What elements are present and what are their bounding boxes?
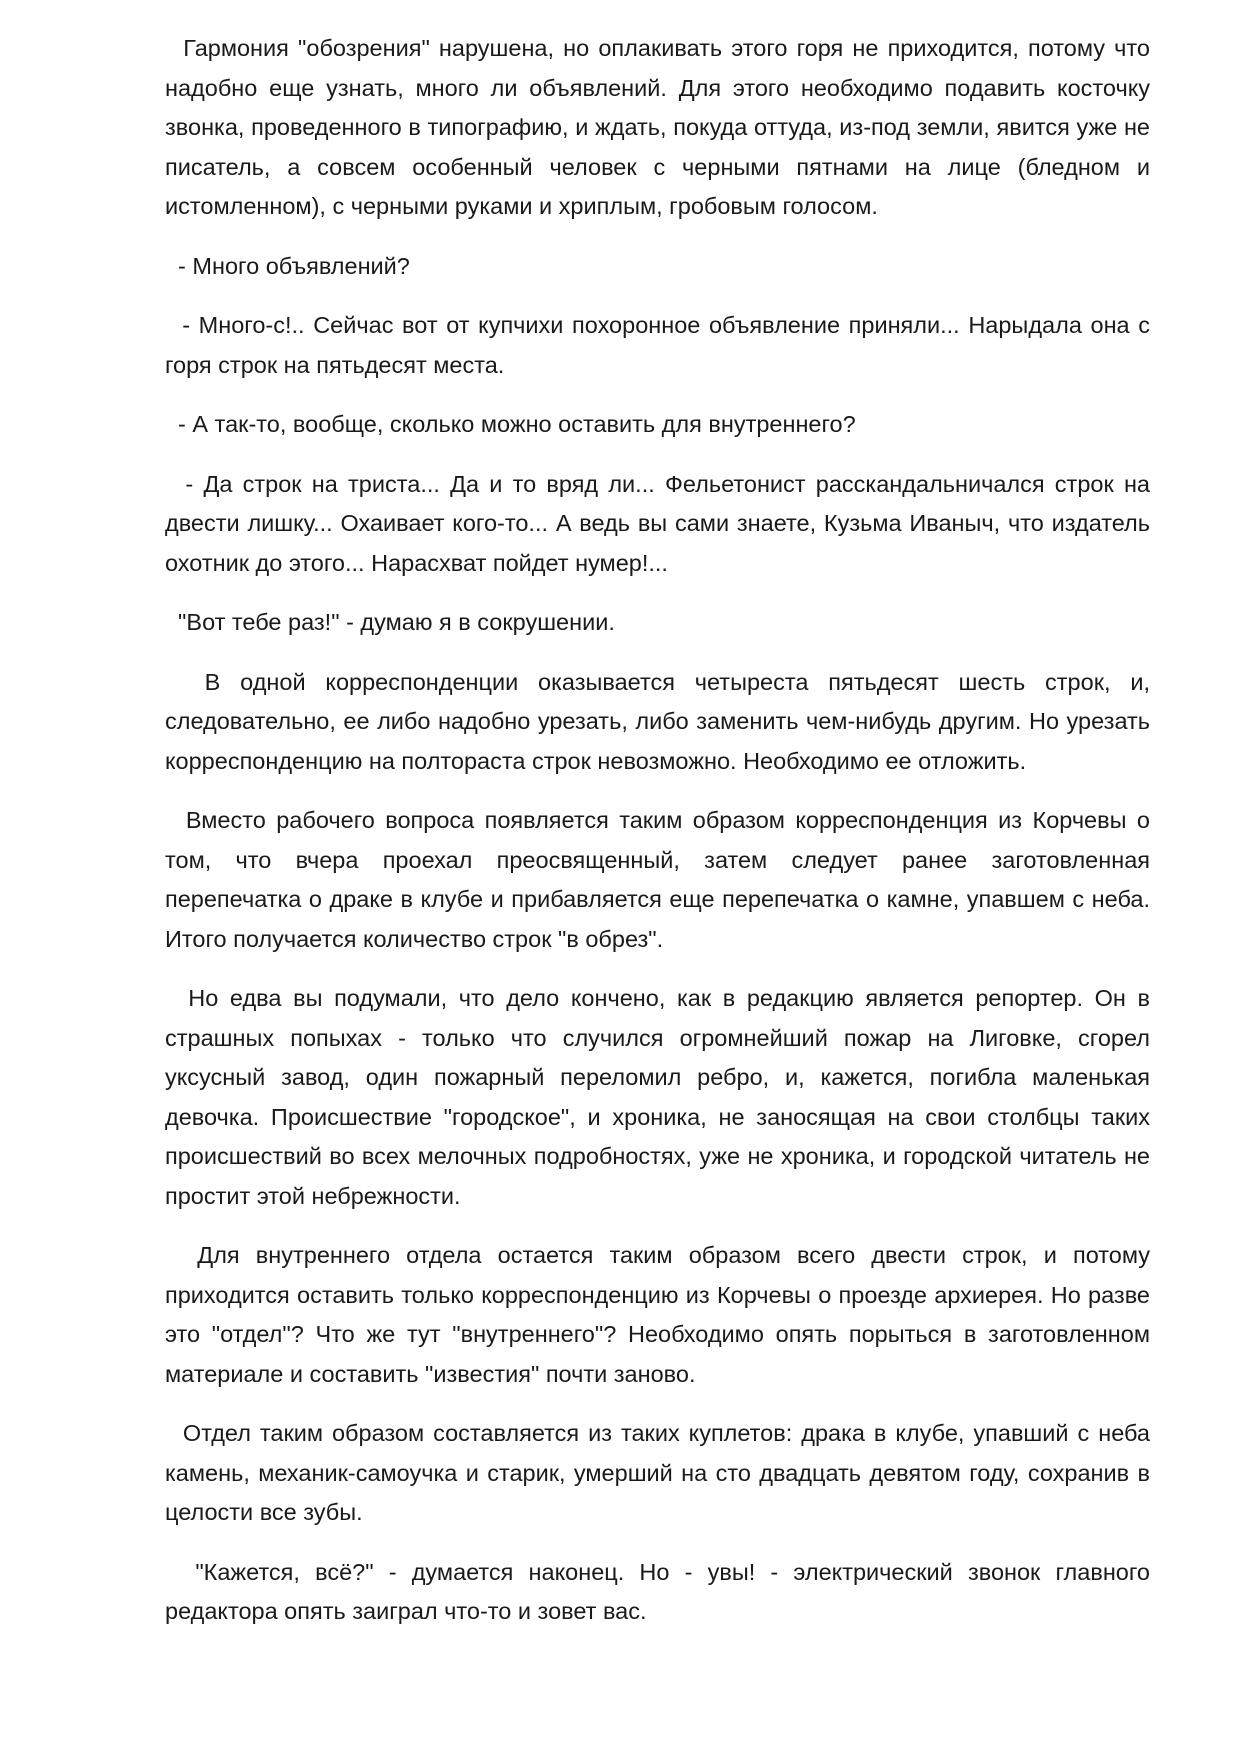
paragraph: "Вот тебе раз!" - думаю я в сокрушении. bbox=[165, 609, 615, 635]
paragraph: В одной корреспонденции оказывается четыреста пятьдесят шесть строк, и, следовательно, ее либо надобно урезать, либо заменить чем-нибудь другим. Но урезать корреспонденцию на полтораста строк невозможно. Необходимо ее отложить. bbox=[165, 668, 1150, 774]
paragraph: Вместо рабочего вопроса появляется таким образом корреспонденция из Корчевы о том, что вчера проехал преосвященный, затем следует ранее заготовленная перепечатка о драке в клубе и прибавляется еще перепечатка о камне, упавшем с неба. Итого получается количество строк "в обрез". bbox=[165, 807, 1150, 952]
paragraph: Отдел таким образом составляется из таких куплетов: драка в клубе, упавший с неба камень, механик-самоучка и старик, умерший на сто двадцать девятом году, сохранив в целости все зубы. bbox=[165, 1420, 1150, 1525]
paragraph: - Много объявлений? bbox=[165, 252, 410, 279]
paragraph: Для внутреннего отдела остается таким образом всего двести строк, и потому приходится оставить только корреспонденцию из Корчевы о проезде архиерея. Но разве это "отдел"? Что же тут "внутреннего"? Необходимо опять порыться в заготовленном материале и составить "известия" почти заново. bbox=[165, 1242, 1150, 1387]
paragraph: - Много-с!.. Сейчас вот от купчихи похоронное объявление приняли... Нарыдала она с горя строк на пятьдесят места. bbox=[165, 312, 1150, 378]
paragraph: Но едва вы подумали, что дело кончено, как в редакцию является репортер. Он в страшных попыхах - только что случился огромнейший пожар на Лиговке, сгорел уксусный завод, один пожарный переломил ребро, и, кажется, погибла маленькая девочка. Происшествие "городское", и хроника, не заносящая на свои столбцы таких происшествий во всех мелочных подробностях, уже не хроника, и городской читатель не простит этой небрежности. bbox=[165, 985, 1150, 1209]
document-page bbox=[165, 29, 1150, 1652]
paragraph: "Кажется, всё?" - думается наконец. Но - увы! - электрический звонок главного редактора опять заиграл что-то и зовет вас. bbox=[165, 1558, 1150, 1624]
paragraph: - Да строк на триста... Да и то вряд ли... Фельетонист расскандальничался строк на двести лишку... Охаивает кого-то... А ведь вы сами знаете, Кузьма Иваныч, что издатель охотник до этого... Нарасхват пойдет нумер!... bbox=[165, 470, 1150, 576]
paragraph: Гармония "обозрения" нарушена, но оплакивать этого горя не приходится, потому что надобно еще узнать, много ли объявлений. Для этого необходимо подавить косточку звонка, проведенного в типографию, и ждать, покуда оттуда, из-под земли, явится уже не писатель, а совсем особенный человек с черными пятнами на лице (бледном и истомленном), с черными руками и хриплым, гробовым голосом. bbox=[165, 35, 1150, 219]
paragraph: - А так-то, вообще, сколько можно оставить для внутреннего? bbox=[165, 411, 856, 437]
